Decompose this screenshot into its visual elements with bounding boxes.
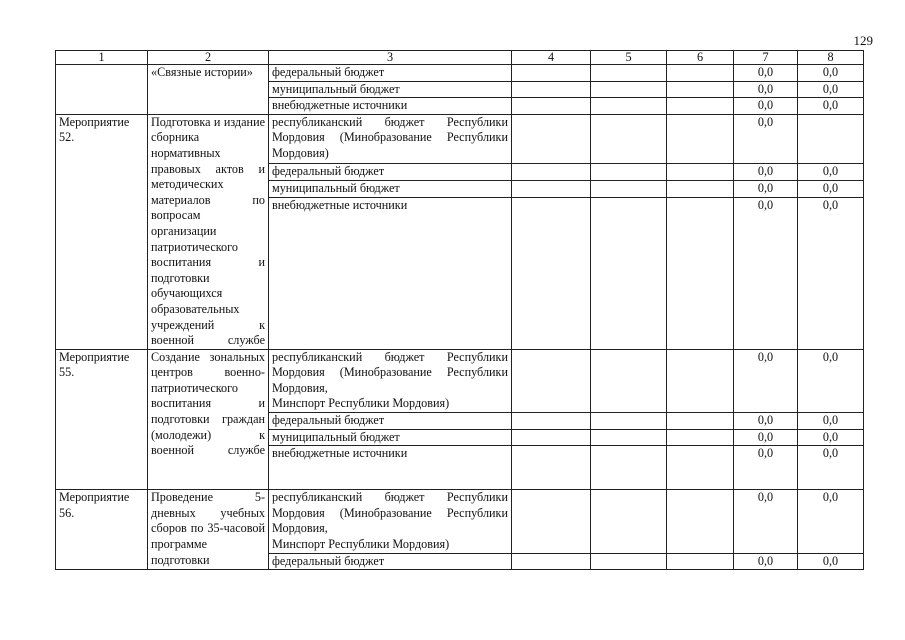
empty-cell [667, 197, 734, 349]
empty-cell [512, 163, 591, 180]
table-row [56, 349, 864, 412]
funding-source-text: республиканский бюджет Республики Мордовия (Минобразование Республики Мордовия, [272, 349, 508, 395]
funding-source-cell: внебюджетные источники [269, 98, 512, 115]
value-cell-col7: 0,0 [734, 349, 798, 412]
funding-source-cell: республиканский бюджет Республики Мордовия (Минобразование Республики Мордовия) [269, 114, 512, 163]
empty-cell [667, 413, 734, 430]
empty-cell [512, 490, 591, 553]
header-row [56, 51, 864, 65]
table-row [56, 490, 864, 553]
empty-cell [512, 349, 591, 412]
value-cell-col8: 0,0 [798, 490, 864, 553]
empty-cell [512, 65, 591, 82]
funding-source-cell: муниципальный бюджет [269, 81, 512, 98]
header-cell: 8 [798, 51, 864, 65]
empty-cell [591, 429, 667, 446]
header-cell: 2 [148, 51, 269, 65]
header-cell: 7 [734, 51, 798, 65]
funding-source-cell: муниципальный бюджет [269, 180, 512, 197]
value-cell-col8: 0,0 [798, 163, 864, 180]
value-cell-col8: 0,0 [798, 413, 864, 430]
funding-source-text: Минспорт Республики Мордовия) [272, 537, 450, 552]
empty-cell [512, 114, 591, 163]
value-cell-col8: 0,0 [798, 197, 864, 349]
value-cell-col8: 0,0 [798, 65, 864, 82]
empty-cell [591, 197, 667, 349]
activity-label-cell: Мероприятие 56. [56, 490, 148, 570]
value-cell-col7: 0,0 [734, 180, 798, 197]
empty-cell [591, 349, 667, 412]
value-cell-col8 [798, 114, 864, 163]
value-cell-col7: 0,0 [734, 429, 798, 446]
activity-label-cell [56, 65, 148, 115]
empty-cell [591, 65, 667, 82]
funding-source-cell [269, 490, 512, 553]
value-cell-col7: 0,0 [734, 446, 798, 490]
empty-cell [667, 180, 734, 197]
funding-source-text: Минспорт Республики Мордовия) [272, 396, 450, 411]
value-cell-col8: 0,0 [798, 98, 864, 115]
funding-source-cell: федеральный бюджет [269, 163, 512, 180]
header-cell: 4 [512, 51, 591, 65]
value-cell-col7: 0,0 [734, 553, 798, 570]
empty-cell [667, 98, 734, 115]
value-cell-col7: 0,0 [734, 197, 798, 349]
empty-cell [591, 490, 667, 553]
empty-cell [512, 429, 591, 446]
value-cell-col8: 0,0 [798, 180, 864, 197]
empty-cell [591, 180, 667, 197]
empty-cell [667, 81, 734, 98]
value-cell-col7: 0,0 [734, 163, 798, 180]
table-row [56, 114, 864, 163]
table-row [56, 65, 864, 82]
funding-source-text: республиканский бюджет Республики Мордовия (Минобразование Республики Мордовия, [272, 490, 508, 536]
empty-cell [591, 81, 667, 98]
activity-label-cell: Мероприятие 55. [56, 349, 148, 490]
empty-cell [512, 553, 591, 570]
funding-source-cell: федеральный бюджет [269, 65, 512, 82]
empty-cell [667, 65, 734, 82]
empty-cell [512, 98, 591, 115]
empty-cell [591, 553, 667, 570]
activity-label-cell: Мероприятие 52. [56, 114, 148, 349]
empty-cell [512, 180, 591, 197]
empty-cell [591, 163, 667, 180]
empty-cell [667, 446, 734, 490]
empty-cell [512, 413, 591, 430]
header-cell: 5 [591, 51, 667, 65]
value-cell-col8: 0,0 [798, 429, 864, 446]
empty-cell [667, 429, 734, 446]
empty-cell [591, 413, 667, 430]
funding-source-cell: внебюджетные источники [269, 446, 512, 490]
value-cell-col8: 0,0 [798, 349, 864, 412]
empty-cell [591, 114, 667, 163]
budget-table [55, 50, 864, 570]
value-cell-col8: 0,0 [798, 81, 864, 98]
empty-cell [591, 446, 667, 490]
value-cell-col7: 0,0 [734, 81, 798, 98]
activity-name-cell: Создание зональных центров военно-патриотического воспитания и подготовки граждан (молодежи) к военной службе [148, 349, 269, 490]
header-cell: 3 [269, 51, 512, 65]
empty-cell [667, 349, 734, 412]
header-cell: 1 [56, 51, 148, 65]
funding-source-cell [269, 349, 512, 412]
empty-cell [512, 446, 591, 490]
page-number: 129 [853, 33, 873, 48]
activity-name-cell: Проведение 5-дневных учебных сборов по 35-часовой программе подготовки [148, 490, 269, 570]
value-cell-col7: 0,0 [734, 490, 798, 553]
funding-source-cell: федеральный бюджет [269, 413, 512, 430]
value-cell-col7: 0,0 [734, 98, 798, 115]
funding-source-cell: федеральный бюджет [269, 553, 512, 570]
empty-cell [667, 163, 734, 180]
value-cell-col8: 0,0 [798, 446, 864, 490]
empty-cell [667, 553, 734, 570]
value-cell-col8: 0,0 [798, 553, 864, 570]
header-cell: 6 [667, 51, 734, 65]
value-cell-col7: 0,0 [734, 413, 798, 430]
value-cell-col7: 0,0 [734, 65, 798, 82]
empty-cell [591, 98, 667, 115]
activity-name-cell: «Связные истории» [148, 65, 269, 115]
funding-source-cell: муниципальный бюджет [269, 429, 512, 446]
empty-cell [512, 81, 591, 98]
empty-cell [667, 114, 734, 163]
value-cell-col7: 0,0 [734, 114, 798, 163]
empty-cell [667, 490, 734, 553]
activity-name-cell: Подготовка и издание сборника нормативных правовых актов и методических материалов по вопросам организации патриотического воспитания и подготовки обучающихся образовательных учреждений к военной службе [148, 114, 269, 349]
funding-source-cell: внебюджетные источники [269, 197, 512, 349]
empty-cell [512, 197, 591, 349]
